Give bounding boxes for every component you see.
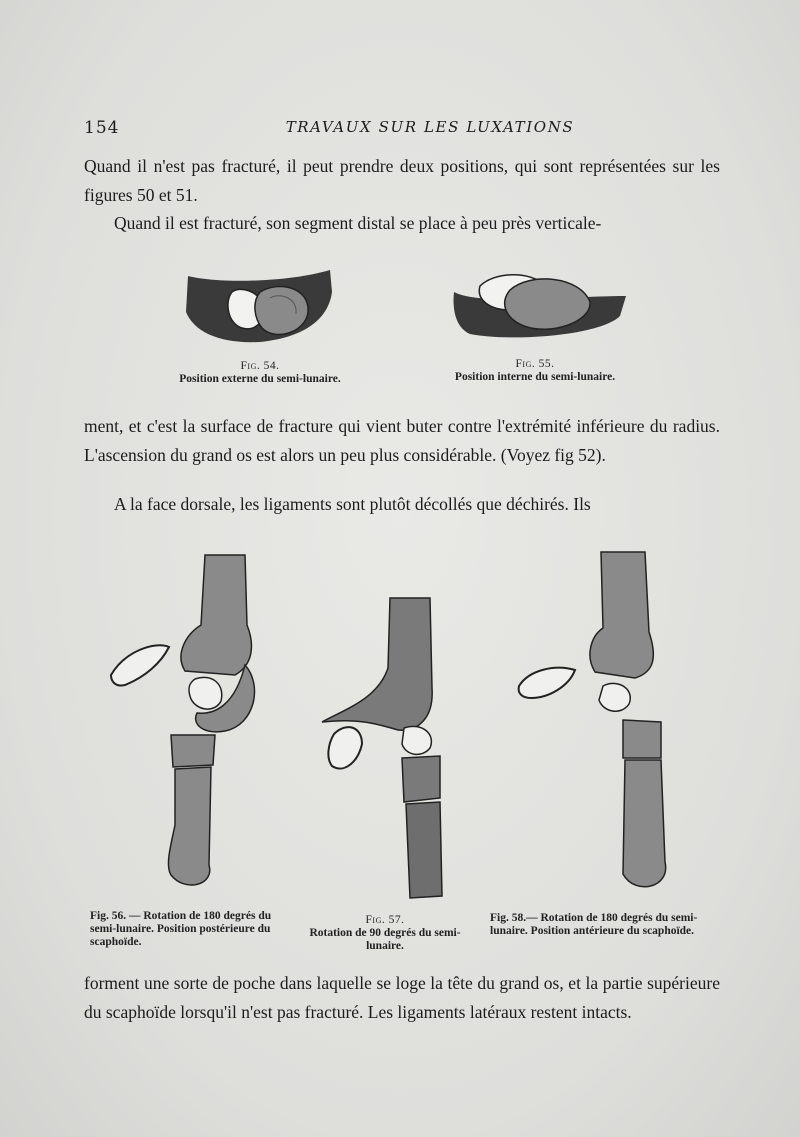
figure-57-number: Fig. 57. <box>365 914 405 926</box>
paragraph-4: A la face dorsale, les ligaments sont plutôt décollés que déchirés. Ils <box>114 494 591 514</box>
page-number: 154 <box>84 118 120 138</box>
paragraph-5: forment une sorte de poche dans laquelle se loge la tête du grand os, et la partie supérieure du scaphoïde lorsqu'il n'est pas fracturé. Les ligaments latéraux restent intacts. <box>84 973 720 1022</box>
figure-55-caption-text: Position interne du semi-lunaire. <box>454 371 616 383</box>
figure-54-caption-text: Position externe du semi-lunaire. <box>179 373 341 385</box>
figure-56-caption: Fig. 56. — Rotation de 180 degrés du semi-lunaire. Position postérieure du scaphoïde. <box>90 910 272 948</box>
paragraph-3: ment, et c'est la surface de fracture qui vient buter contre l'extrémité inférieure du radius. L'ascension du grand os est alors un peu plus considérable. (Voyez fig 52). <box>84 416 720 465</box>
figure-54-caption <box>150 360 370 386</box>
figure-55-caption <box>420 358 650 384</box>
paragraph-1: Quand il n'est pas fracturé, il peut prendre deux positions, qui sont représentées sur les figures 50 et 51. <box>84 156 720 205</box>
figure-55-number: Fig. 55. <box>515 358 555 370</box>
figure-57-illustration <box>318 598 468 898</box>
figure-57-caption <box>300 914 470 953</box>
figure-55-illustration <box>450 266 630 346</box>
figure-57-caption-text: Rotation de 90 degrés du semi-lunaire. <box>309 927 461 952</box>
figure-54-illustration <box>180 262 340 352</box>
figure-58-caption: Fig. 58.— Rotation de 180 degrés du semi-lunaire. Position antérieure du scaphoïde. <box>490 912 698 937</box>
figure-56-illustration <box>105 555 275 895</box>
paragraph-2: Quand il est fracturé, son segment distal se place à peu près verticale- <box>114 213 602 233</box>
figure-58-illustration <box>515 552 685 897</box>
figure-54-number: Fig. 54. <box>240 360 280 372</box>
running-header: TRAVAUX SUR LES LUXATIONS <box>285 118 575 136</box>
